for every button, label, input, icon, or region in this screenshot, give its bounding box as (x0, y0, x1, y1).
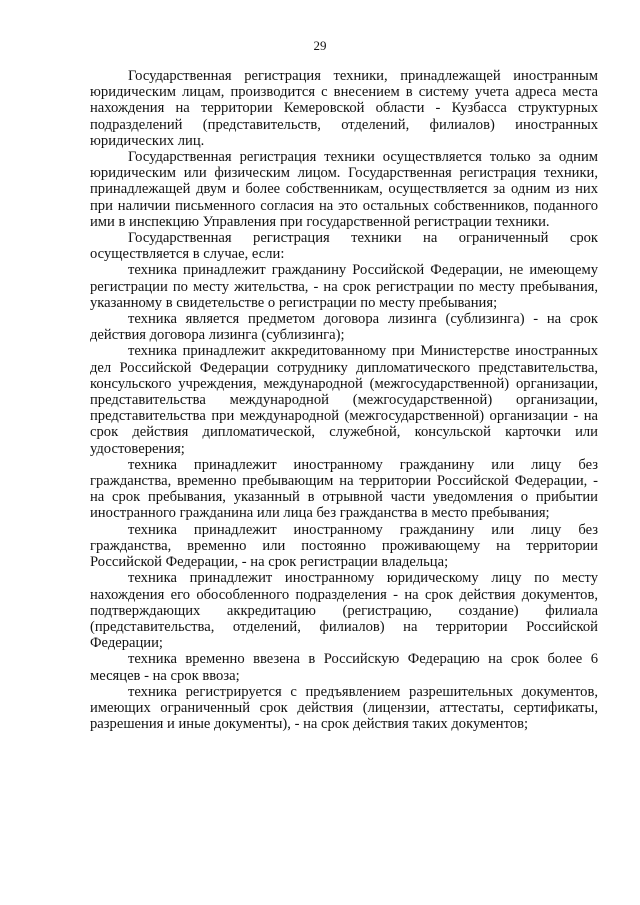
paragraph: техника принадлежит гражданину Российской Федерации, не имеющему регистрации по месту жительства, - на срок регистрации по месту пребывания, указанному в свидетельстве о регистрации по месту пребывания; (90, 262, 598, 311)
paragraph: техника временно ввезена в Российскую Федерацию на срок более 6 месяцев - на срок ввоза; (90, 651, 598, 684)
paragraph: Государственная регистрация техники осуществляется только за одним юридическим или физическим лицом. Государственная регистрация техники, принадлежащей двум и более собственникам, осуществляется за одним из них при наличии письменного согласия на это остальных собственников, поданного ими в инспекцию Управления при государственной регистрации техники. (90, 149, 598, 230)
page-number: 29 (313, 38, 327, 53)
paragraph: техника принадлежит иностранному юридическому лицу по месту нахождения его обособленного подразделения - на срок действия документов, подтверждающих аккредитацию (регистрацию, создание) филиала (представительства, отделений, филиалов) на территории Российской Федерации; (90, 570, 598, 652)
paragraph: техника регистрируется с предъявлением разрешительных документов, имеющих ограниченный срок действия (лицензии, аттестаты, сертификаты, разрешения и иные документы), - на срок действия таких документов; (90, 683, 598, 733)
paragraph: техника является предметом договора лизинга (сублизинга) - на срок действия договора лизинга (сублизинга); (90, 311, 598, 344)
paragraph: техника принадлежит иностранному гражданину или лицу без гражданства, временно или постоянно проживающему на территории Российской Федерации, - на срок регистрации владельца; (90, 521, 598, 571)
paragraph: Государственная регистрация техники, принадлежащей иностранным юридическим лицам, производится с внесением в систему учета адреса места нахождения на территории Кемеровской области - Кузбасса структурных подразделений (представительств, отделений, филиалов) иностранных юридических лиц. (90, 68, 598, 149)
paragraph: техника принадлежит аккредитованному при Министерстве иностранных дел Российской Федерации сотруднику дипломатического представительства, консульского учреждения, международной (межгосударственной) организации, представительства международной (межгосударственной) организации, представительства при международной (межгосударственной) организации - на срок действия дипломатической, служебной, консульской карточки или удостоверения; (90, 343, 598, 457)
paragraph: Государственная регистрация техники на ограниченный срок осуществляется в случае, если: (90, 230, 598, 263)
document-body (90, 68, 598, 732)
paragraph: техника принадлежит иностранному гражданину или лицу без гражданства, временно пребывающим на территории Российской Федерации, - на срок пребывания, указанный в отрывной части уведомления о прибытии иностранного гражданина или лица без гражданства в место пребывания; (90, 456, 598, 522)
